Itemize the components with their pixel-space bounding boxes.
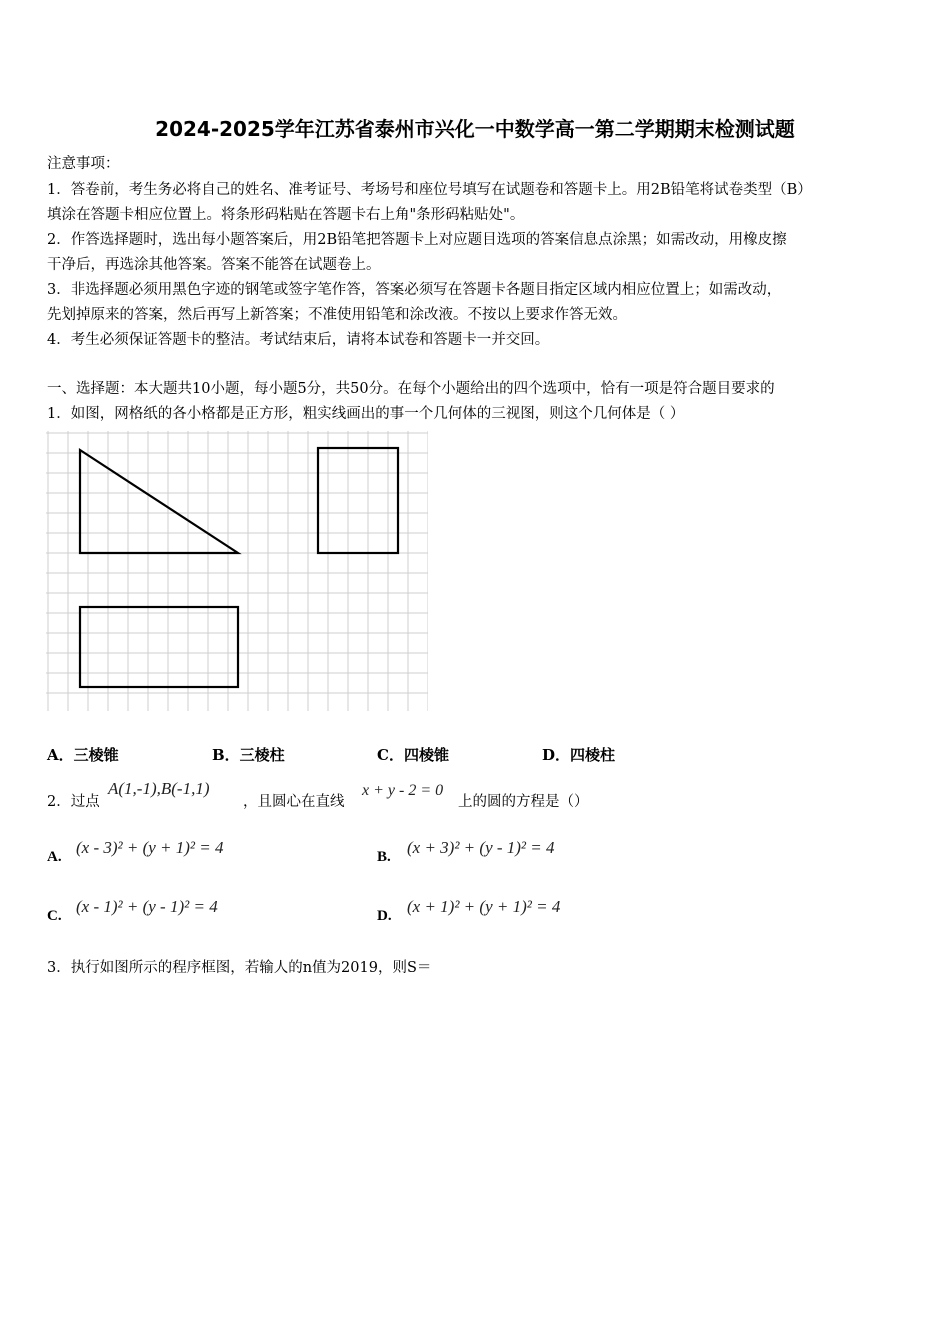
notice-line: 2．作答选择题时，选出每小题答案后，用2B铅笔把答题卡上对应题目选项的答案信息点涂黑；如需改动，用橡皮擦 — [47, 232, 787, 248]
three-view-figure — [46, 431, 428, 711]
q1-option-a[interactable]: A．三棱锥 — [47, 746, 119, 764]
q2-label-d: D. — [377, 908, 392, 924]
notice-line: 干净后，再选涂其他答案。答案不能答在试题卷上。 — [47, 257, 381, 273]
question-3-text: 3．执行如图所示的程序框图，若输人的n值为2019，则S＝ — [47, 960, 432, 976]
side-view-rectangle — [318, 448, 398, 553]
front-view-triangle — [80, 450, 238, 553]
notice-line: 先划掉原来的答案，然后再写上新答案；不准使用铅笔和涂改液。不按以上要求作答无效。 — [47, 307, 627, 323]
q2-label-b: B. — [377, 849, 391, 865]
q2-option-d[interactable]: (x + 1)² + (y + 1)² = 4 — [407, 897, 561, 916]
notice-heading: 注意事项： — [47, 156, 120, 172]
q1-option-b[interactable]: B．三棱柱 — [212, 746, 285, 764]
notice-line: 1．答卷前，考生务必将自己的姓名、准考证号、考场号和座位号填写在试题卷和答题卡上。用2B铅笔将试卷类型（B） — [47, 182, 812, 198]
notice-line: 填涂在答题卡相应位置上。将条形码粘贴在答题卡右上角"条形码粘贴处"。 — [47, 207, 525, 223]
q2-option-c[interactable]: (x - 1)² + (y - 1)² = 4 — [76, 897, 218, 916]
q1-option-c[interactable]: C．四棱锥 — [377, 746, 449, 764]
q2-line-equation: x + y - 2 = 0 — [362, 782, 444, 799]
q2-option-b[interactable]: (x + 3)² + (y - 1)² = 4 — [407, 838, 555, 857]
q1-option-d[interactable]: D．四棱柱 — [542, 746, 616, 764]
q2-label-a: A. — [47, 849, 62, 865]
q2-option-a[interactable]: (x - 3)² + (y + 1)² = 4 — [76, 838, 224, 857]
notice-line: 4．考生必须保证答题卡的整洁。考试结束后，请将本试卷和答题卡一并交回。 — [47, 332, 550, 348]
q2-label-c: C. — [47, 908, 62, 924]
question-2-prefix: 2．过点 — [47, 794, 100, 810]
question-2-suffix: 上的圆的方程是（） — [458, 794, 589, 810]
question-1-text: 1．如图，网格纸的各小格都是正方形，粗实线画出的事一个几何体的三视图，则这个几何体是（ ） — [47, 406, 685, 422]
top-view-rectangle — [80, 607, 238, 687]
q2-points: A(1,-1),B(-1,1) — [108, 779, 210, 798]
page-title: 2024-2025学年江苏省泰州市兴化一中数学高一第二学期期末检测试题 — [155, 117, 795, 141]
question-2-middle: ，且圆心在直线 — [243, 794, 345, 810]
notice-line: 3．非选择题必须用黑色字迹的钢笔或签字笔作答，答案必须写在答题卡各题目指定区域内相应位置上；如需改动， — [47, 282, 782, 298]
section-heading: 一、选择题：本大题共10小题，每小题5分，共50分。在每个小题给出的四个选项中，恰有一项是符合题目要求的 — [47, 381, 775, 397]
